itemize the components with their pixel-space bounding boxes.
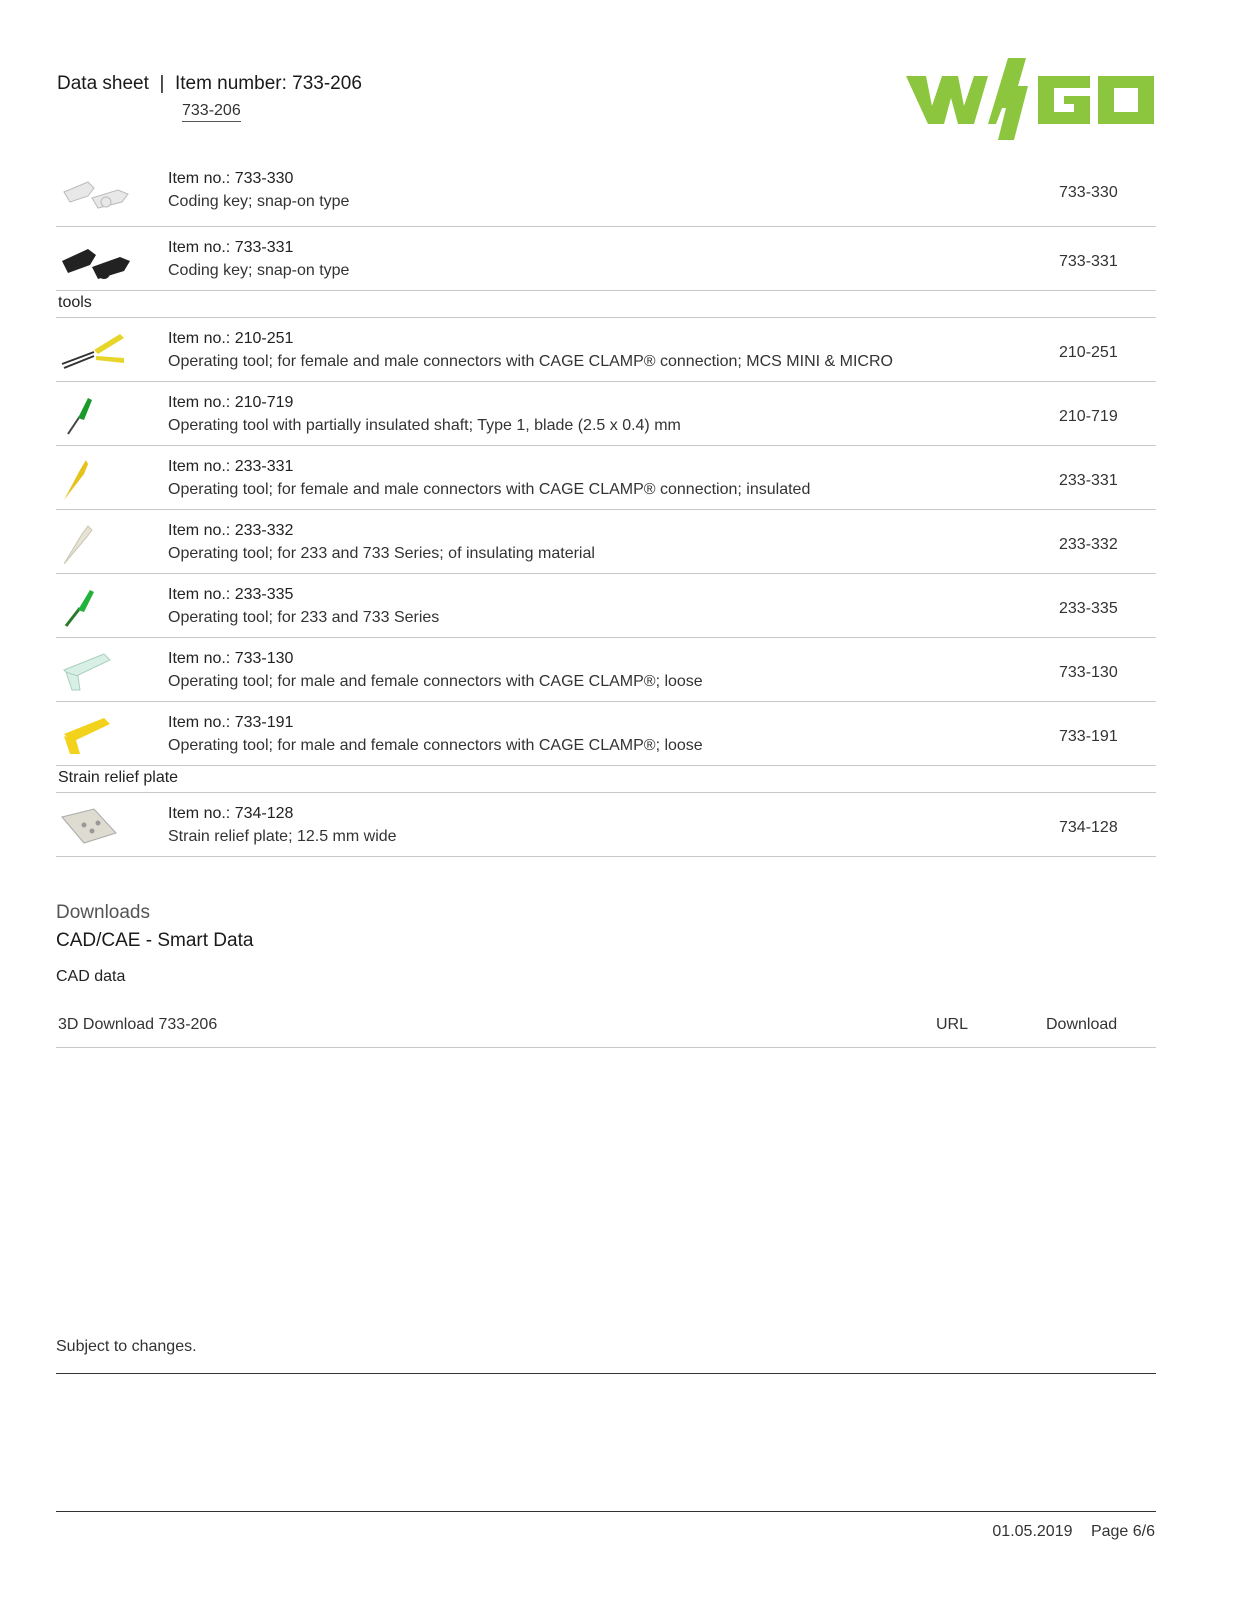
accessory-item-number: Item no.: 733-130 [168,650,294,667]
category-label: tools [58,294,92,311]
downloads-heading: Downloads [56,902,150,923]
footer-page: Page 6/6 [1090,1523,1155,1540]
accessory-code-link[interactable]: 733-330 [1059,184,1118,201]
category-header [56,766,1156,793]
accessory-description: Strain relief plate; 12.5 mm wide [168,828,397,845]
accessory-description: Coding key; snap-on type [168,193,350,210]
accessory-row [56,446,1156,510]
footer-info [992,1523,1155,1541]
tool-yellow-slim-icon [58,456,134,500]
accessory-item-number: Item no.: 233-331 [168,458,294,475]
accessory-code-link[interactable]: 733-331 [1059,253,1118,270]
downloads-subheading: CAD/CAE - Smart Data [56,930,254,951]
download-url-link[interactable]: URL [936,1016,969,1033]
cad-data-label: CAD data [56,968,126,985]
accessory-item-number: Item no.: 233-332 [168,522,294,539]
accessory-description: Operating tool; for 233 and 733 Series; of insulating material [168,545,595,562]
download-link[interactable]: Download [1046,1016,1118,1033]
accessory-item-number: Item no.: 233-335 [168,586,294,603]
accessory-code-link[interactable]: 733-130 [1059,664,1118,681]
download-row [56,1004,1156,1048]
accessory-code-link[interactable]: 233-332 [1059,536,1118,553]
accessory-description: Operating tool with partially insulated shaft; Type 1, blade (2.5 x 0.4) mm [168,417,681,434]
accessory-item-number: Item no.: 733-330 [168,170,294,187]
accessory-description: Operating tool; for female and male connectors with CAGE CLAMP® connection; MCS MINI & MICRO [168,353,893,370]
strain-relief-plate-icon [58,803,134,847]
accessory-code-link[interactable]: 233-335 [1059,600,1118,617]
subject-to-changes: Subject to changes. [56,1338,197,1355]
category-label: Strain relief plate [58,769,179,786]
accessory-code-link[interactable]: 733-191 [1059,728,1118,745]
divider [56,1511,1156,1512]
wago-logo-icon [904,58,1156,142]
accessory-code-link[interactable]: 233-331 [1059,472,1118,489]
accessory-code-link[interactable]: 210-719 [1059,408,1118,425]
accessory-description: Operating tool; for female and male connectors with CAGE CLAMP® connection; insulated [168,481,811,498]
accessories-table [56,158,1156,857]
divider [56,1373,1156,1374]
accessory-description: Operating tool; for 233 and 733 Series [168,609,440,626]
accessory-item-number: Item no.: 734-128 [168,805,294,822]
accessory-row [56,382,1156,446]
accessory-item-number: Item no.: 733-191 [168,714,294,731]
coding-key-white-icon [58,168,134,212]
accessory-row [56,638,1156,702]
tool-white-slim-icon [58,520,134,564]
accessory-description: Coding key; snap-on type [168,262,350,279]
accessory-code-link[interactable]: 210-251 [1059,344,1118,361]
accessory-row [56,702,1156,766]
page-title: Data sheet | Item number: 733-206 [57,73,362,94]
accessory-row [56,574,1156,638]
accessory-item-number: Item no.: 210-251 [168,330,294,347]
coding-key-black-icon [58,237,134,281]
accessory-description: Operating tool; for male and female connectors with CAGE CLAMP®; loose [168,737,703,754]
accessory-row [56,318,1156,382]
footer-date: 01.05.2019 [992,1523,1073,1540]
accessory-row [56,227,1156,291]
accessory-row [56,793,1156,857]
screwdriver-green-icon [58,392,134,436]
accessory-row [56,510,1156,574]
tool-mint-hook-icon [58,648,134,692]
category-header [56,291,1156,318]
accessory-row [56,158,1156,227]
pliers-icon [58,328,134,372]
download-name: 3D Download 733-206 [58,1016,218,1033]
accessory-code-link[interactable]: 734-128 [1059,819,1118,836]
tool-yellow-hook-icon [58,712,134,756]
accessory-item-number: Item no.: 733-331 [168,239,294,256]
item-number-link[interactable]: 733-206 [182,102,241,122]
tool-green-slim-icon [58,584,134,628]
accessory-item-number: Item no.: 210-719 [168,394,294,411]
accessory-description: Operating tool; for male and female connectors with CAGE CLAMP®; loose [168,673,703,690]
